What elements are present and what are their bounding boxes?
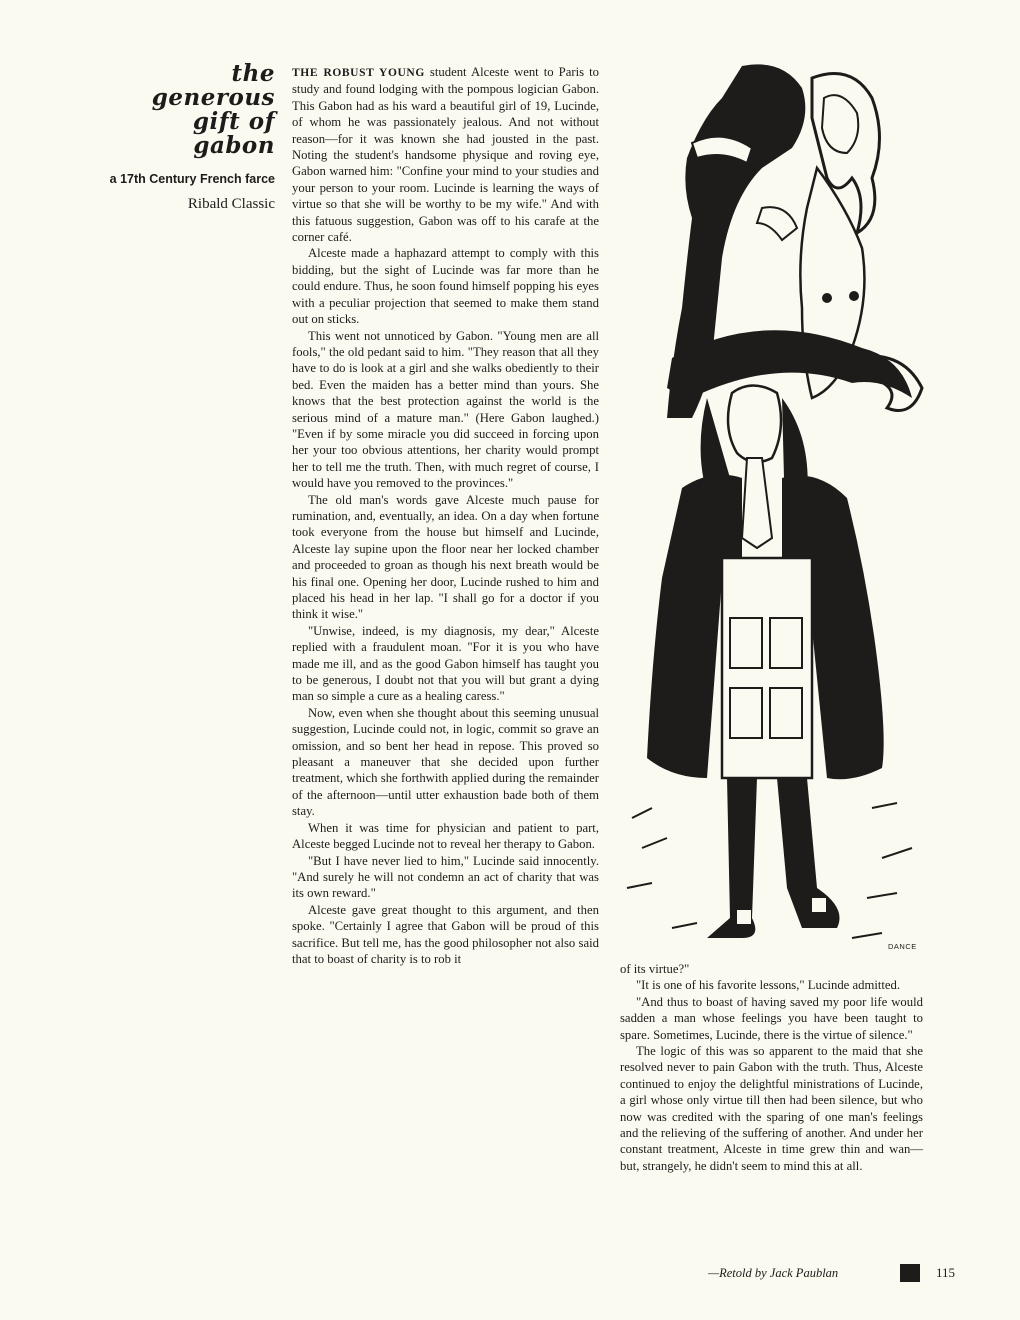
story-title-line-1: the (231, 60, 275, 87)
bunny-logo-icon (900, 1264, 920, 1282)
story-title-line-4: gabon (193, 132, 275, 159)
story-title-line-3: gift of (192, 108, 275, 135)
paragraph-3: This went not unnoticed by Gabon. "Young men are all fools," the old pedant said to him. "They reason that all they have to do is look at a girl and she walks obediently to their bed. Even the maiden has a better mind than yours. She knows that the best protection against the world is the serious mind of a mature man." (Here Gabon laughed.) "Even if by some miracle you did succeed in forcing upon her your too obvious attentions, her charity would prompt her to tell me the truth. Then, with much regret of course, I would have you removed to the provinces." (292, 328, 599, 491)
paragraph-1-text: student Alceste went to Paris to study and found lodging with the pompous logician Gabon. This Gabon had as his ward a beautiful girl of 19, Lucinde, of whom he was passionately jealous. And not without reason—for it was known she had jousted in the past. Noting the student's handsome physique and roving eye, Gabon warned him: "Confine your mind to your studies and your person to your room. Lucinde is learning the ways of virtue so that she will be worthy to be my wife." And with this fatuous suggestion, Gabon was off to his carafe at the corner café. (292, 65, 599, 245)
paragraph-5: "Unwise, indeed, is my diagnosis, my dear," Alceste replied with a fraudulent moan. "For it is you who have made me ill, and as the good Gabon himself has taught you to be generous, I doubt not that you will but grant a dying man so simple a cure as a healing caress." (292, 623, 599, 704)
text-column-2 (620, 961, 923, 1174)
col2-paragraph-2: "It is one of his favorite lessons," Lucinde admitted. (636, 978, 901, 993)
text-column-1 (292, 64, 599, 967)
paragraph-6: Now, even when she thought about this seeming unusual suggestion, Lucinde could not, in logic, commit so grave an omission, and so bent her head in repose. This proved so pleasant a maneuver that she decided upon further treatment, which she forthwith applied during the remainder of the afternoon—until utter exhaustion bade both of them stay. (292, 705, 599, 819)
title-block (60, 62, 275, 213)
story-title-line-2: generous (151, 84, 275, 111)
page-number: 115 (936, 1265, 956, 1280)
series-byline: Ribald Classic (187, 196, 275, 212)
illustration-lovers-and-gabon (612, 58, 930, 948)
paragraph-9: Alceste gave great thought to this argument, and then spoke. "Certainly I agree that Gabon will be proud of this sacrifice. But tell me, has the good philosopher not also said that to boast of charity is to rob it (292, 902, 599, 966)
col2-paragraph-1: of its virtue?" (620, 962, 690, 976)
paragraph-1 (292, 64, 599, 245)
illustration-credit: DANCE (888, 942, 917, 951)
col2-paragraph-4: The logic of this was so apparent to the maid that she resolved never to pain Gabon with the truth. Thus, Alceste continued to enjoy the delightful ministrations of Lucinde, a girl whose only virtue till then had been silence, but who now was credited with the sparing of one man's feelings and the relieving of the suffering of another. And under her constant treatment, Alceste in time grew thin and wan—but, strangely, he didn't seem to mind this at all. (620, 1044, 923, 1173)
col2-paragraph-3: "And thus to boast of having saved my poor life would sadden a man whose feelings you have been taught to spare. Sometimes, Lucinde, there is the virtue of silence." (620, 994, 923, 1042)
lead-caps: THE ROBUST YOUNG (292, 67, 425, 79)
paragraph-8: "But I have never lied to him," Lucinde said innocently. "And surely he will not condemn an act of charity that was its own reward." (292, 853, 599, 901)
paragraph-4: The old man's words gave Alceste much pause for rumination, and, eventually, an idea. On a day when fortune took everyone from the house but himself and Lucinde, Alceste lay supine upon the floor near her locked chamber and proceeded to groan as though his next breath would be his final one. Opening her door, Lucinde rushed to him and placed his head in her lap. "I shall go for a doctor if you think it wise." (292, 492, 599, 622)
paragraph-2: Alceste made a haphazard attempt to comply with this bidding, but the sight of Lucinde was far more than he could endure. Thus, he soon found himself popping his eyes with a peculiar projection that seemed to make them stand out on sticks. (292, 246, 599, 327)
story-subtitle: a 17th Century French farce (109, 172, 275, 186)
paragraph-7: When it was time for physician and patient to part, Alceste begged Lucinde not to reveal her therapy to Gabon. (292, 820, 599, 852)
retold-by-credit: —Retold by Jack Paublan (708, 1266, 839, 1280)
